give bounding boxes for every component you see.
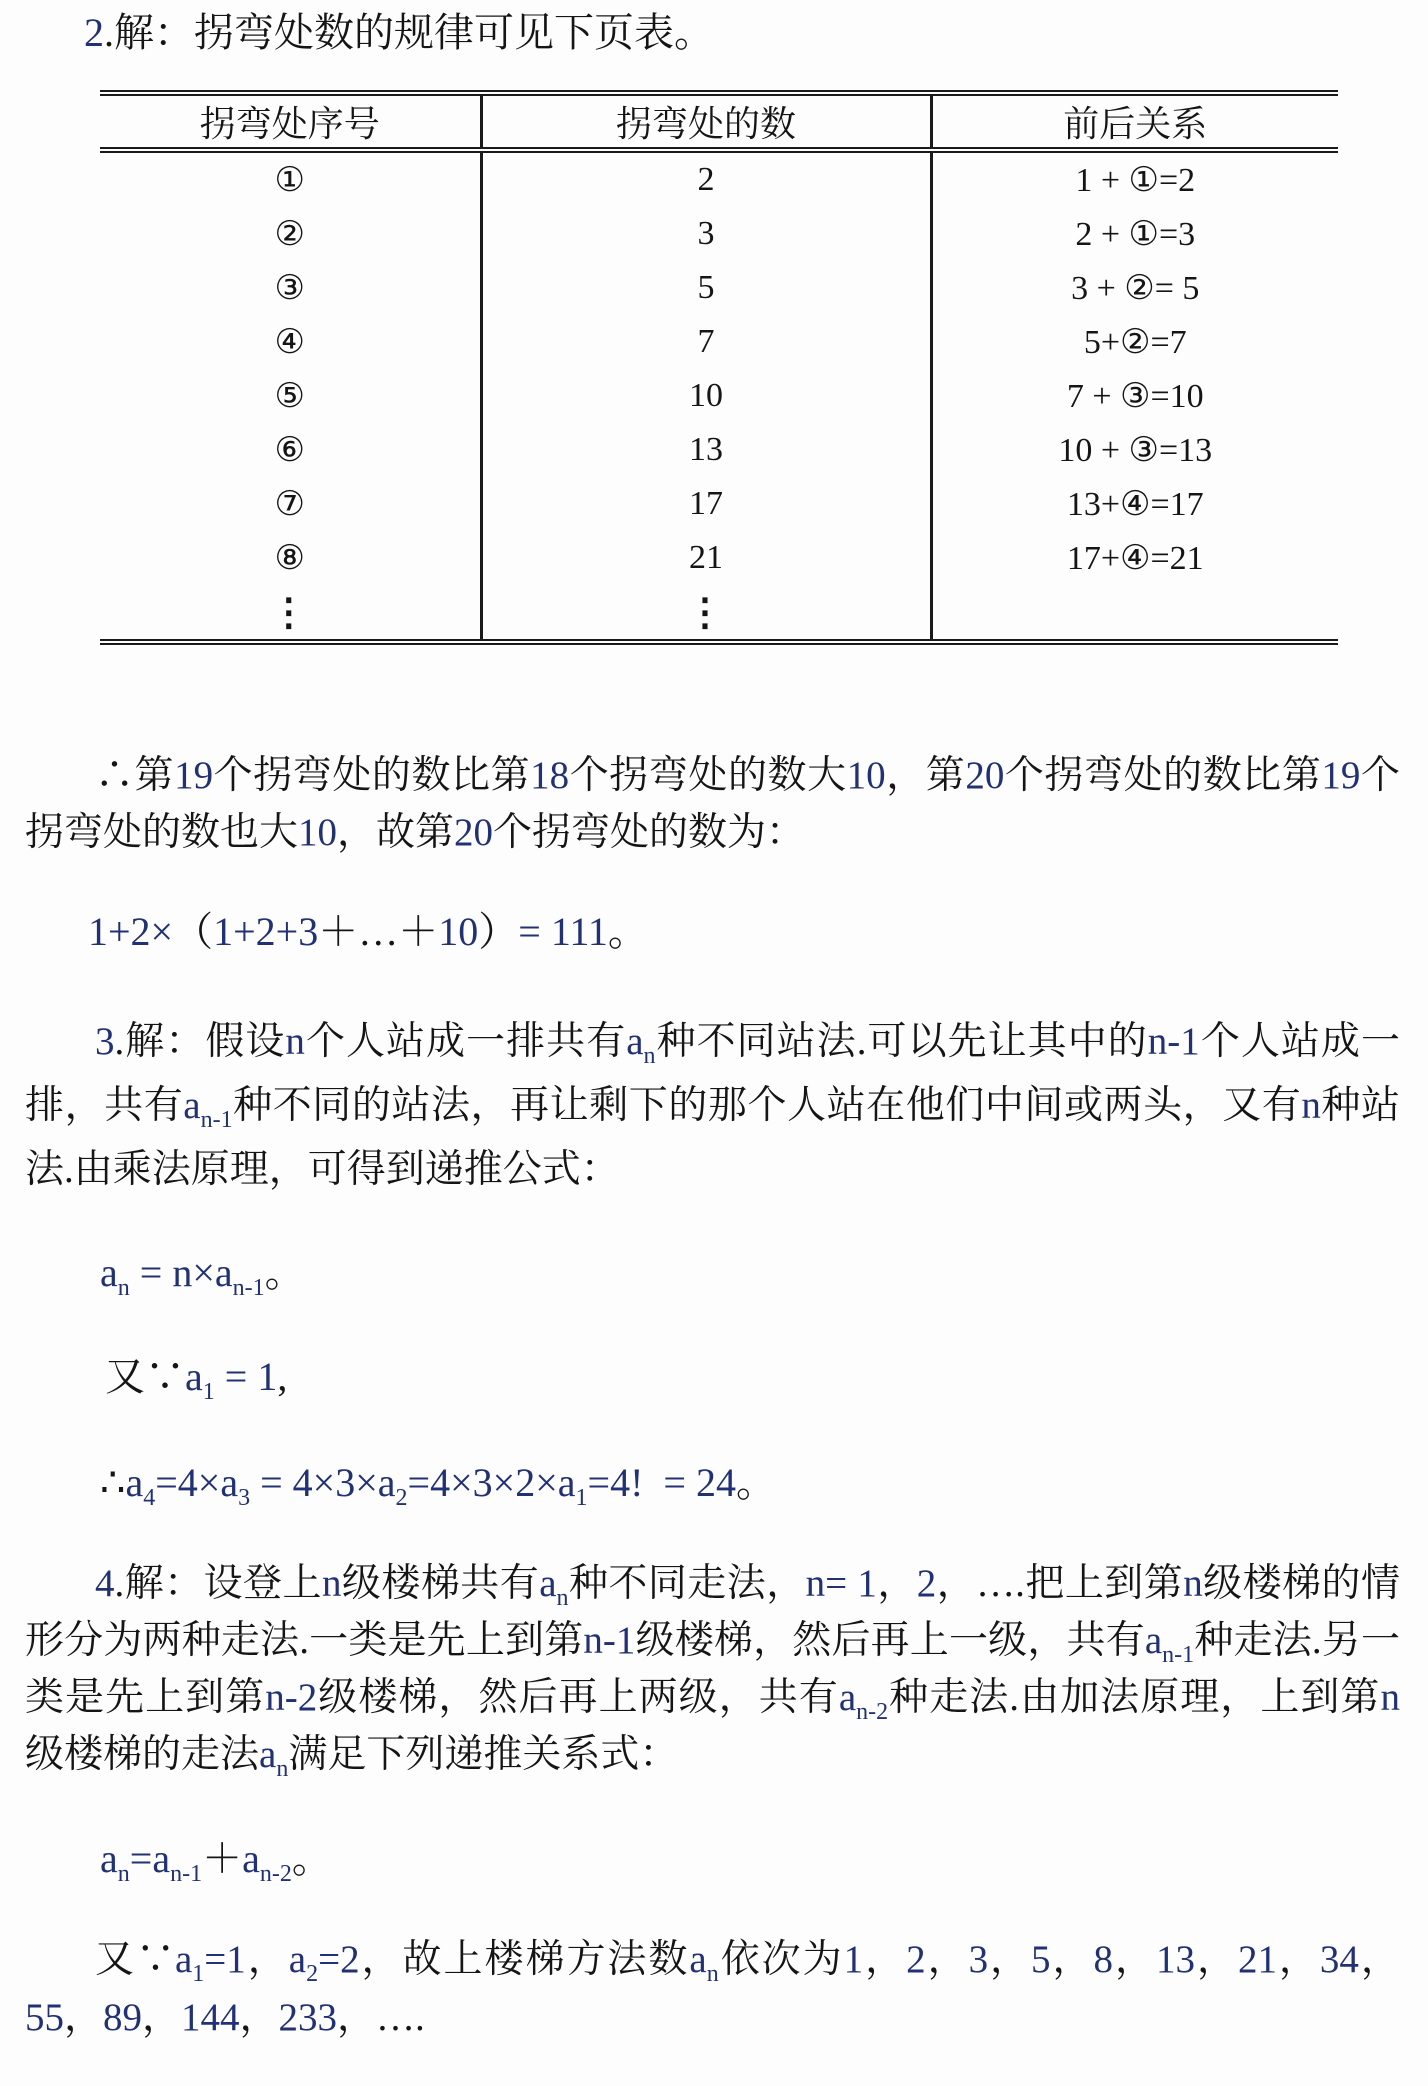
- cell-relation: 10 + ③=13: [931, 423, 1338, 477]
- cell-value-ellipsis: ⋮: [481, 585, 931, 642]
- cell-value: 7: [481, 315, 931, 369]
- solution-paragraph-4: 4.解：设登上n级楼梯共有$a_n$种不同走法，n= 1，2，….把上到第n级楼梯的情形分为两种走法.一类是先上到第n-1级楼梯，然后再上一级，共有$a_{n-1}$种走法.另一类是先上到第n-2级楼梯，然后再上两级，共有$a_{n-2}$种走法.由加法原理，上到第n级楼梯的走法$a_n$满足下列递推关系式：: [25, 1562, 1400, 1782]
- table-row: [100, 477, 1338, 531]
- calculation-result-3: $\therefore a_4=4\times a_3 = 4\times 3\times a_2=4\times 3\times 2\times a_1=4$! = 24。: [100, 1460, 776, 1511]
- cell-seq: ④: [274, 324, 305, 361]
- table-row: [100, 261, 1338, 315]
- conclusion-paragraph-2: ∴第19个拐弯处的数比第18个拐弯处的数大10，第20个拐弯处的数比第19个拐弯处的数也大10，故第20个拐弯处的数为：: [25, 754, 1400, 854]
- cell-value: 2: [481, 150, 931, 207]
- cell-value: 5: [481, 261, 931, 315]
- cell-relation: 17+④=21: [931, 531, 1338, 585]
- table-row: [100, 369, 1338, 423]
- table-row: [100, 315, 1338, 369]
- corner-number-table: [100, 90, 1338, 645]
- cell-value: 3: [481, 207, 931, 261]
- cell-relation: 7 + ③=10: [931, 369, 1338, 423]
- cell-seq: ⑤: [274, 378, 305, 415]
- cell-relation: 2 + ①=3: [931, 207, 1338, 261]
- cell-seq: ③: [274, 270, 305, 307]
- cell-seq: ①: [274, 162, 305, 199]
- cell-value: 13: [481, 423, 931, 477]
- solution-paragraph-3: 3.解：假设n个人站成一排共有$a_n$种不同站法.可以先让其中的n-1个人站成一排，共有$a_{n-1}$种不同的站法，再让剩下的那个人站在他们中间或两头，又有n种站法.由乘法原理，可得到递推公式：: [25, 1020, 1400, 1191]
- cell-value: 21: [481, 531, 931, 585]
- table-ellipsis-row: [100, 585, 1338, 642]
- table-row: [100, 531, 1338, 585]
- cell-seq: ②: [274, 216, 305, 253]
- header-cell-relation: 前后关系: [931, 93, 1338, 150]
- cell-value: 17: [481, 477, 931, 531]
- answer-formula-2: 1+2×（1+2+3＋…＋10）= 111。: [88, 909, 648, 954]
- cell-seq: ⑧: [274, 540, 305, 577]
- cell-relation: 3 + ②= 5: [931, 261, 1338, 315]
- cell-relation: 1 + ①=2: [931, 150, 1338, 207]
- table-row: [100, 423, 1338, 477]
- table-header-row: [100, 93, 1338, 150]
- problem2-title: 2.解：拐弯处数的规律可见下页表。: [84, 10, 714, 55]
- cell-relation: 13+④=17: [931, 477, 1338, 531]
- table-row: [100, 150, 1338, 207]
- recurrence-formula-3: $a_n = n\times a_{n-1}$。: [100, 1250, 305, 1301]
- cell-relation: 5+②=7: [931, 315, 1338, 369]
- conclusion-paragraph-4: 又$\because a_1=1$，$a_2=2$，故上楼梯方法数$a_n$依次为1，2，3，5，8，13，21，34，55，89，144，233，….: [25, 1938, 1400, 2039]
- initial-condition-3: 又$\because a_1 = 1$,: [105, 1354, 288, 1405]
- table-row: [100, 207, 1338, 261]
- header-cell-value: 拐弯处的数: [481, 93, 931, 150]
- cell-seq: ⑦: [274, 486, 305, 523]
- header-cell-seq: 拐弯处序号: [100, 93, 481, 150]
- cell-seq: ⑥: [274, 432, 305, 469]
- cell-value: 10: [481, 369, 931, 423]
- cell-seq-ellipsis: ⋮: [269, 591, 310, 634]
- cell-relation-empty: [931, 585, 1338, 642]
- recurrence-formula-4: $a_n=a_{n-1}+a_{n-2}$。: [100, 1836, 332, 1887]
